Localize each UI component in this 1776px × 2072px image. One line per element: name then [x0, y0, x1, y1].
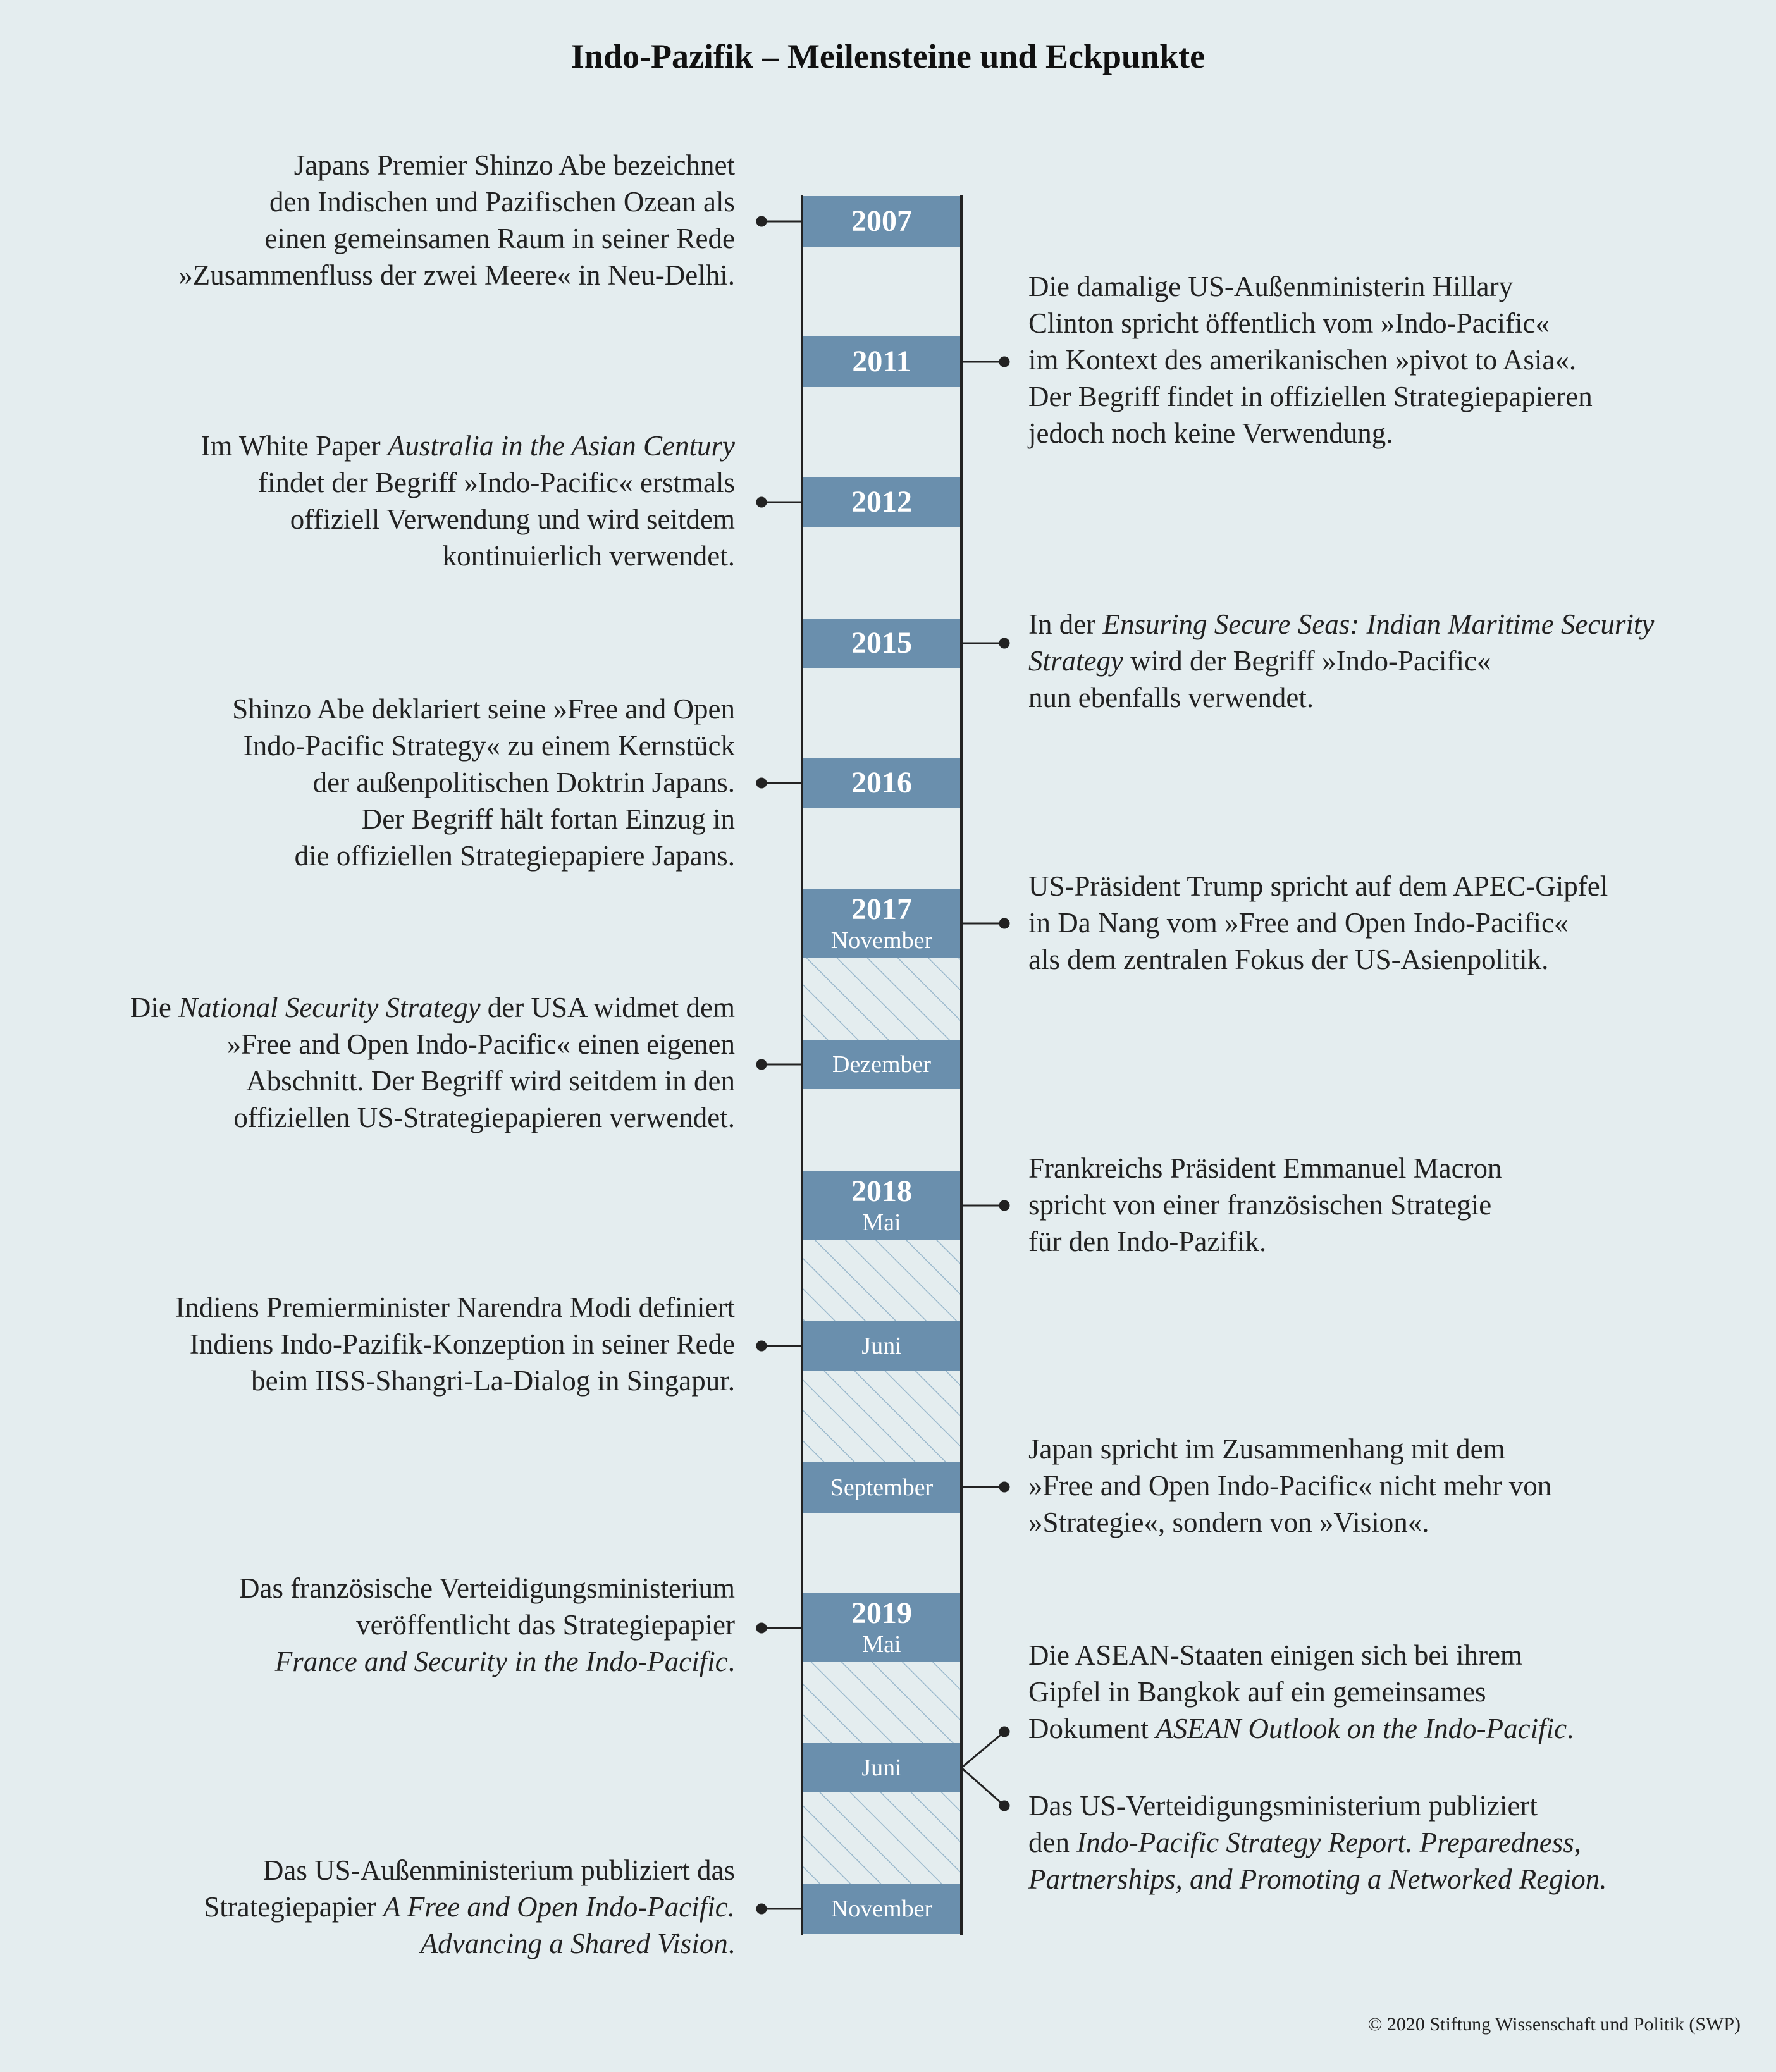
event-2018-september	[1028, 1431, 1551, 1541]
event-line: Der Begriff hält fortan Einzug in	[361, 803, 735, 835]
event-line: In der	[1028, 608, 1103, 640]
year-label-2018: 2018	[851, 1175, 912, 1208]
event-line: Indiens Premierminister Narendra Modi definiert	[175, 1292, 735, 1323]
month-label-2019-november: November	[830, 1896, 933, 1922]
event-line: Das französische Verteidigungsministerium	[238, 1572, 735, 1604]
year-label-2007: 2007	[851, 204, 912, 238]
month-label-2019-mai: Mai	[862, 1631, 901, 1658]
event-line: Indo-Pacific Strategy« zu einem Kernstück	[243, 730, 735, 762]
event-line: Gipfel in Bangkok auf ein gemeinsames	[1028, 1676, 1486, 1708]
event-2018-juni	[175, 1289, 735, 1399]
event-line: »Strategie«, sondern von »Vision«.	[1028, 1507, 1429, 1538]
event-line: US-Präsident Trump spricht auf dem APEC-Gipfel	[1028, 870, 1608, 902]
event-italic-title: Partnerships, and Promoting a Networked Region.	[1028, 1863, 1607, 1895]
event-line: Die	[130, 992, 179, 1023]
event-italic-title: Ensuring Secure Seas: Indian Maritime Security	[1102, 608, 1655, 640]
event-line: den	[1028, 1827, 1077, 1858]
event-italic-title: Advancing a Shared Vision	[420, 1928, 728, 1959]
event-line: Shinzo Abe deklariert seine »Free and Open	[232, 693, 735, 725]
month-label-2019-juni: Juni	[861, 1754, 902, 1781]
event-line: wird der Begriff »Indo-Pacific«	[1123, 645, 1491, 677]
event-line: kontinuierlich verwendet.	[442, 540, 735, 572]
event-italic-title: National Security Strategy	[178, 992, 481, 1023]
hatch-segment	[802, 1240, 961, 1321]
event-line: Der Begriff findet in offiziellen Strategiepapieren	[1028, 381, 1593, 412]
event-line: Die ASEAN-Staaten einigen sich bei ihrem	[1028, 1639, 1523, 1671]
event-2019-november	[204, 1852, 735, 1962]
event-line: findet der Begriff »Indo-Pacific« erstmals	[258, 467, 735, 498]
event-2017-november	[1028, 868, 1608, 978]
event-line: Das US-Außenministerium publiziert das	[262, 1854, 735, 1886]
event-line: Japans Premier Shinzo Abe bezeichnet	[293, 149, 735, 181]
month-label-2017-november: November	[830, 927, 933, 954]
event-line: beim IISS-Shangri-La-Dialog in Singapur.	[251, 1365, 735, 1397]
event-italic-title: France and Security in the Indo-Pacific	[274, 1646, 728, 1677]
hatch-segment	[802, 1371, 961, 1462]
year-label-2012: 2012	[851, 485, 912, 519]
event-line: Strategiepapier	[204, 1891, 383, 1923]
event-line: »Free and Open Indo-Pacific« einen eigenen	[226, 1028, 735, 1060]
event-line: Indiens Indo-Pazifik-Konzeption in seiner Rede	[189, 1328, 735, 1360]
event-line: .	[727, 1646, 735, 1677]
event-line: Dokument	[1028, 1713, 1156, 1744]
event-line: »Zusammenfluss der zwei Meere« in Neu-Delhi.	[178, 259, 735, 291]
event-line: Abschnitt. Der Begriff wird seitdem in den	[246, 1065, 735, 1097]
event-line: jedoch noch keine Verwendung.	[1028, 417, 1393, 449]
event-line: für den Indo-Pazifik.	[1028, 1226, 1267, 1257]
event-italic-title: Australia in the Asian Century	[387, 430, 735, 462]
year-label-2019: 2019	[851, 1596, 912, 1630]
event-line: die offiziellen Strategiepapiere Japans.	[294, 840, 735, 872]
event-line: nun ebenfalls verwendet.	[1028, 682, 1314, 713]
left-connectors	[757, 217, 802, 1913]
event-line: Das US-Verteidigungsministerium publiziert	[1028, 1790, 1538, 1822]
event-2016	[232, 691, 735, 874]
event-line: Clinton spricht öffentlich vom »Indo-Pacific«	[1028, 307, 1550, 339]
event-line: Frankreichs Präsident Emmanuel Macron	[1028, 1152, 1502, 1184]
event-2012	[200, 428, 735, 574]
hatch-segment	[802, 958, 961, 1040]
event-line: einen gemeinsamen Raum in seiner Rede	[264, 223, 735, 254]
event-line: den Indischen und Pazifischen Ozean als	[269, 186, 735, 218]
event-line: der USA widmet dem	[480, 992, 735, 1023]
event-line: offiziellen US-Strategiepapieren verwendet.	[233, 1102, 735, 1133]
event-line: .	[1567, 1713, 1574, 1744]
month-label-2017-dezember: Dezember	[832, 1051, 932, 1078]
event-2015	[1028, 606, 1654, 716]
event-line: Im White Paper	[200, 430, 388, 462]
event-2019-juni-us-dod	[1028, 1787, 1607, 1897]
event-2019-mai	[239, 1570, 735, 1680]
event-italic-title: Indo-Pacific Strategy Report. Preparedness,	[1076, 1827, 1581, 1858]
month-label-2018-juni: Juni	[861, 1333, 902, 1359]
event-2007	[178, 147, 735, 293]
copyright-notice: © 2020 Stiftung Wissenschaft und Politik (SWP)	[1367, 2014, 1741, 2035]
hatch-segment	[802, 1792, 961, 1884]
event-line: .	[727, 1928, 735, 1959]
right-connectors	[961, 357, 1009, 1810]
event-2017-dezember	[130, 989, 735, 1136]
year-label-2015: 2015	[851, 626, 912, 660]
event-line: in Da Nang vom »Free and Open Indo-Pacific«	[1028, 907, 1569, 939]
event-line: der außenpolitischen Doktrin Japans.	[312, 767, 735, 798]
month-label-2018-mai: Mai	[862, 1209, 901, 1236]
event-line: im Kontext des amerikanischen »pivot to Asia«.	[1028, 344, 1577, 376]
page-title: Indo-Pazifik – Meilensteine und Eckpunkte	[570, 37, 1206, 75]
event-2011	[1028, 268, 1593, 452]
event-line: veröffentlicht das Strategiepapier	[356, 1609, 735, 1641]
event-line: als dem zentralen Fokus der US-Asienpolitik.	[1028, 944, 1549, 975]
event-line: Die damalige US-Außenministerin Hillary	[1028, 271, 1514, 302]
event-line: spricht von einer französischen Strategie	[1028, 1189, 1492, 1221]
year-label-2017: 2017	[851, 892, 912, 926]
year-label-2011: 2011	[852, 345, 911, 378]
event-line: Japan spricht im Zusammenhang mit dem	[1028, 1433, 1505, 1465]
event-2018-mai	[1028, 1150, 1502, 1260]
month-label-2018-september: September	[830, 1474, 934, 1501]
hatch-segment	[802, 1662, 961, 1743]
event-italic-title: A Free and Open Indo-Pacific.	[383, 1891, 735, 1923]
event-italic-title: Strategy	[1028, 645, 1123, 677]
event-line: offiziell Verwendung und wird seitdem	[290, 503, 735, 535]
event-line: »Free and Open Indo-Pacific« nicht mehr von	[1028, 1470, 1552, 1502]
year-label-2016: 2016	[851, 766, 912, 799]
event-2019-juni-asean	[1028, 1637, 1574, 1747]
event-italic-title: ASEAN Outlook on the Indo-Pacific	[1156, 1713, 1567, 1744]
